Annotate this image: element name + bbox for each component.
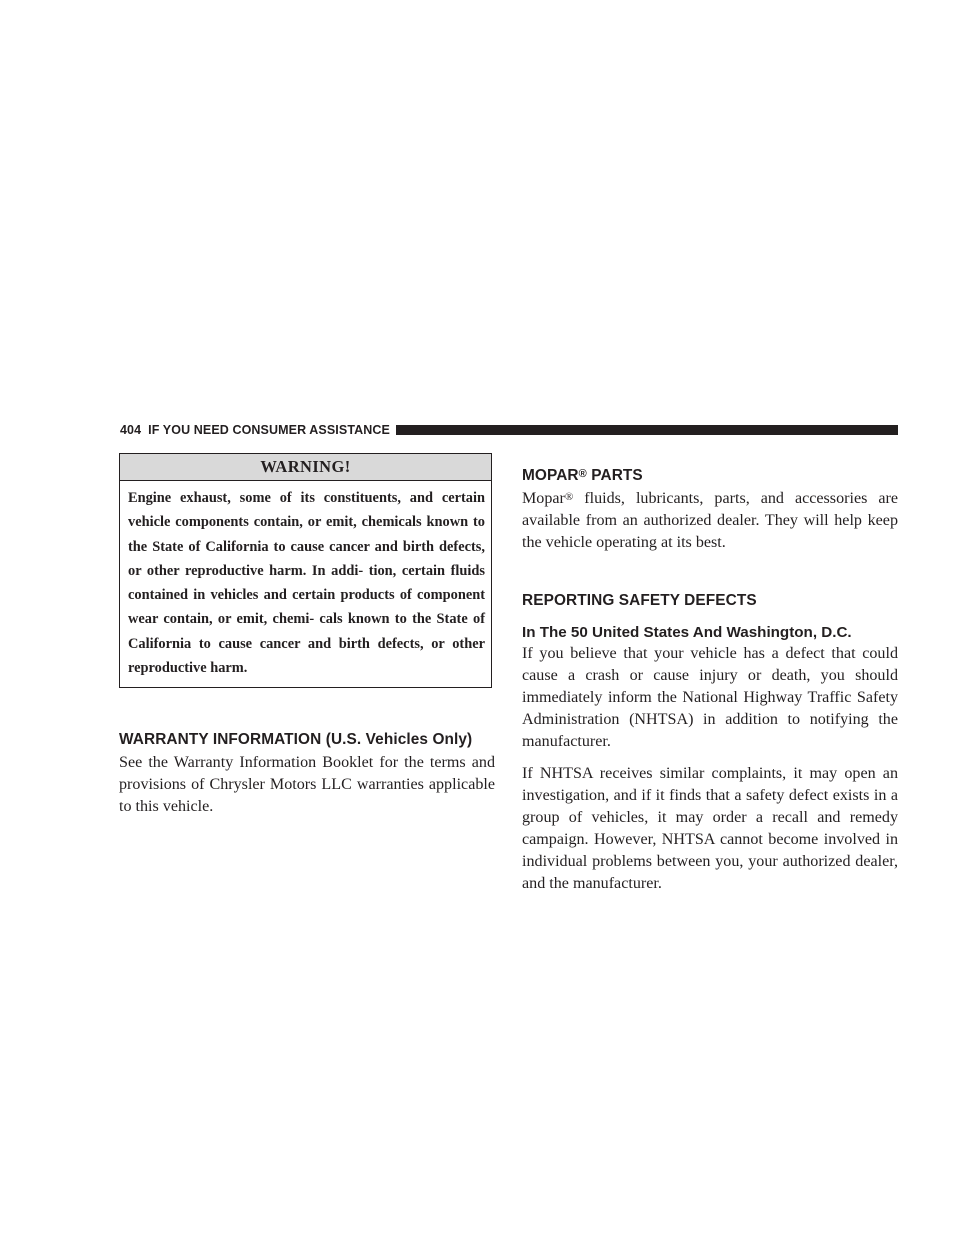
- safety-heading: REPORTING SAFETY DEFECTS: [522, 592, 757, 609]
- warning-title: WARNING!: [120, 454, 491, 481]
- mopar-body-brand: Mopar: [522, 490, 565, 507]
- mopar-body: [522, 486, 898, 554]
- page-header: [120, 422, 898, 438]
- mopar-heading: [522, 467, 898, 485]
- registered-mark: ®: [564, 491, 574, 503]
- warranty-body: See the Warranty Information Booklet for the terms and provisions of Chrysler Motors LLC warranties applicable to this vehicle.: [119, 754, 495, 816]
- warning-box: [119, 453, 492, 688]
- registered-mark: ®: [578, 468, 587, 480]
- safety-para-2: If NHTSA receives similar complaints, it may open an investigation, and if it finds that a safety defect exists in a group of vehicles, it may order a recall and remedy campaign. However, NHTSA cannot become involved in individual problems between you, your authorized dealer, and the manufacturer.: [522, 765, 898, 892]
- mopar-heading-brand: MOPAR: [522, 467, 579, 484]
- safety-para-1: If you believe that your vehicle has a defect that could cause a crash or cause injury or death, you should immediately inform the National Highway Traffic Safety Administration (NHTSA) in addition to notifying the manufacturer.: [522, 645, 898, 750]
- warranty-heading: WARRANTY INFORMATION (U.S. Vehicles Only): [119, 731, 473, 749]
- header-rule: [396, 425, 898, 435]
- warning-text: Engine exhaust, some of its constituents, and certain vehicle components contain, or emit, chemicals known to the State of California to cause cancer and birth defects, or other reproductive harm. In addi- tion, certain fluids contained in vehicles and certain products of component wear contain, or emit, chemi- cals known to the State of California to cause cancer and birth defects, or other reproductive harm.: [128, 490, 485, 677]
- section-title: IF YOU NEED CONSUMER ASSISTANCE: [148, 423, 390, 437]
- left-column: [119, 453, 495, 818]
- page-number: 404: [120, 423, 142, 437]
- mopar-body-text: fluids, lubricants, parts, and accessories are available from an authorized dealer. They will help keep the vehicle operating at its best.: [522, 490, 898, 551]
- safety-subheading: In The 50 United States And Washington, D.C.: [522, 624, 852, 641]
- mopar-heading-rest: PARTS: [586, 467, 643, 484]
- right-column: [522, 467, 898, 895]
